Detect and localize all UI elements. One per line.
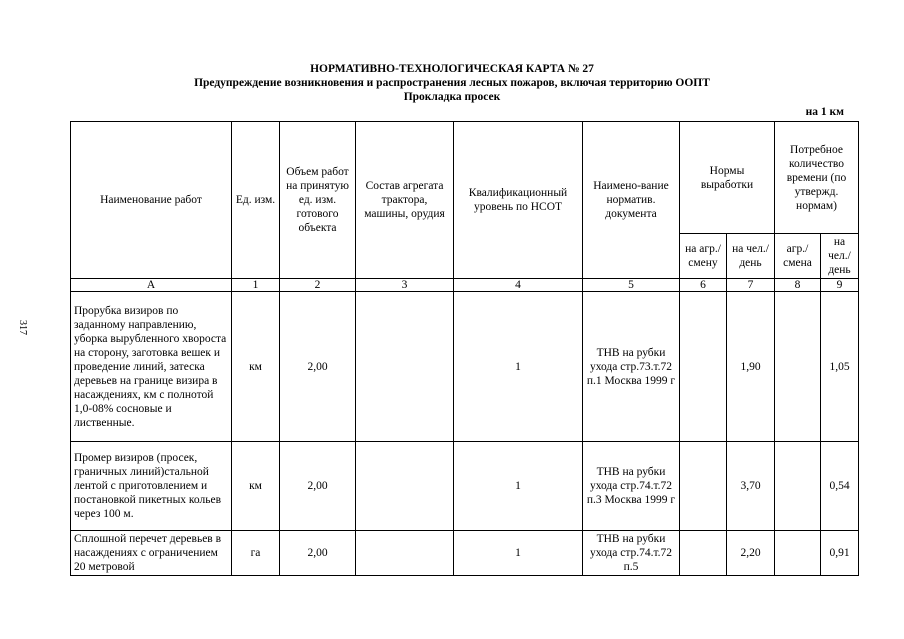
aggregate-cell [356, 531, 454, 576]
column-index: 4 [454, 279, 583, 292]
table-row [71, 531, 859, 576]
table-row [71, 442, 859, 531]
column-index-row [71, 279, 859, 292]
volume-cell: 2,00 [280, 292, 356, 442]
column-index: 5 [583, 279, 680, 292]
per-day-time-cell: 0,54 [821, 442, 859, 531]
agr-shift-time-cell [775, 292, 821, 442]
volume-cell: 2,00 [280, 531, 356, 576]
header-unit: Ед. изм. [232, 122, 280, 279]
per-day-time-cell: 0,91 [821, 531, 859, 576]
unit-cell: км [232, 292, 280, 442]
header-qualification: Квалификационный уровень по НСОТ [454, 122, 583, 279]
qualification-cell: 1 [454, 442, 583, 531]
work-name-cell: Промер визиров (просек, граничных линий)стальной лентой с приготовлением и постановкой пикетных кольев через 100 м. [71, 442, 232, 531]
header-aggregate: Состав агрегата трактора, машины, орудия [356, 122, 454, 279]
header-agr-shift: на агр./ смену [680, 234, 727, 279]
header-volume: Объем работ на принятую ед. изм. готового объекта [280, 122, 356, 279]
volume-cell: 2,00 [280, 442, 356, 531]
column-index: 6 [680, 279, 727, 292]
agr-shift-cell [680, 442, 727, 531]
header-document: Наимено-вание норматив. документа [583, 122, 680, 279]
column-index: 9 [821, 279, 859, 292]
document-subtitle: Предупреждение возникновения и распространения лесных пожаров, включая территорию ООПТ [194, 77, 710, 89]
agr-shift-cell [680, 292, 727, 442]
column-index: 3 [356, 279, 454, 292]
norm-table [70, 121, 859, 576]
agr-shift-time-cell [775, 442, 821, 531]
per-day-time-cell: 1,05 [821, 292, 859, 442]
unit-cell: км [232, 442, 280, 531]
page-number: 317 [17, 320, 28, 335]
aggregate-cell [356, 442, 454, 531]
document-cell: ТНВ на рубки ухода стр.74.т.72 п.3 Москва 1999 г [583, 442, 680, 531]
document-title: НОРМАТИВНО-ТЕХНОЛОГИЧЕСКАЯ КАРТА № 27 [310, 63, 594, 75]
per-day-cell: 2,20 [727, 531, 775, 576]
document-cell: ТНВ на рубки ухода стр.74.т.72 п.5 [583, 531, 680, 576]
header-norms: Нормы выработки [680, 122, 775, 234]
document-cell: ТНВ на рубки ухода стр.73.т.72 п.1 Москва 1999 г [583, 292, 680, 442]
qualification-cell: 1 [454, 531, 583, 576]
column-index: 7 [727, 279, 775, 292]
header-work-name: Наименование работ [71, 122, 232, 279]
work-name-cell: Сплошной перечет деревьев в насаждениях с ограничением 20 метровой [71, 531, 232, 576]
aggregate-cell [356, 292, 454, 442]
header-agr-shift-time: агр./ смена [775, 234, 821, 279]
column-index: А [71, 279, 232, 292]
unit-cell: га [232, 531, 280, 576]
header-per-day-time: на чел./ день [821, 234, 859, 279]
per-day-cell: 3,70 [727, 442, 775, 531]
qualification-cell: 1 [454, 292, 583, 442]
agr-shift-time-cell [775, 531, 821, 576]
per-day-cell: 1,90 [727, 292, 775, 442]
work-name-cell: Прорубка визиров по заданному направлению, уборка вырубленного хвороста на сторону, заготовка вешек и проведение линий, затеска деревьев на границе визира в насаждениях, км с полнотой 1,0-08% сосновые и лиственные. [71, 292, 232, 442]
column-index: 1 [232, 279, 280, 292]
unit-label: на 1 км [805, 106, 844, 118]
table-row [71, 292, 859, 442]
column-index: 2 [280, 279, 356, 292]
header-per-day: на чел./ день [727, 234, 775, 279]
column-index: 8 [775, 279, 821, 292]
section-title: Прокладка просек [403, 91, 501, 103]
header-time: Потребное количество времени (по утвержд. нормам) [775, 122, 859, 234]
agr-shift-cell [680, 531, 727, 576]
